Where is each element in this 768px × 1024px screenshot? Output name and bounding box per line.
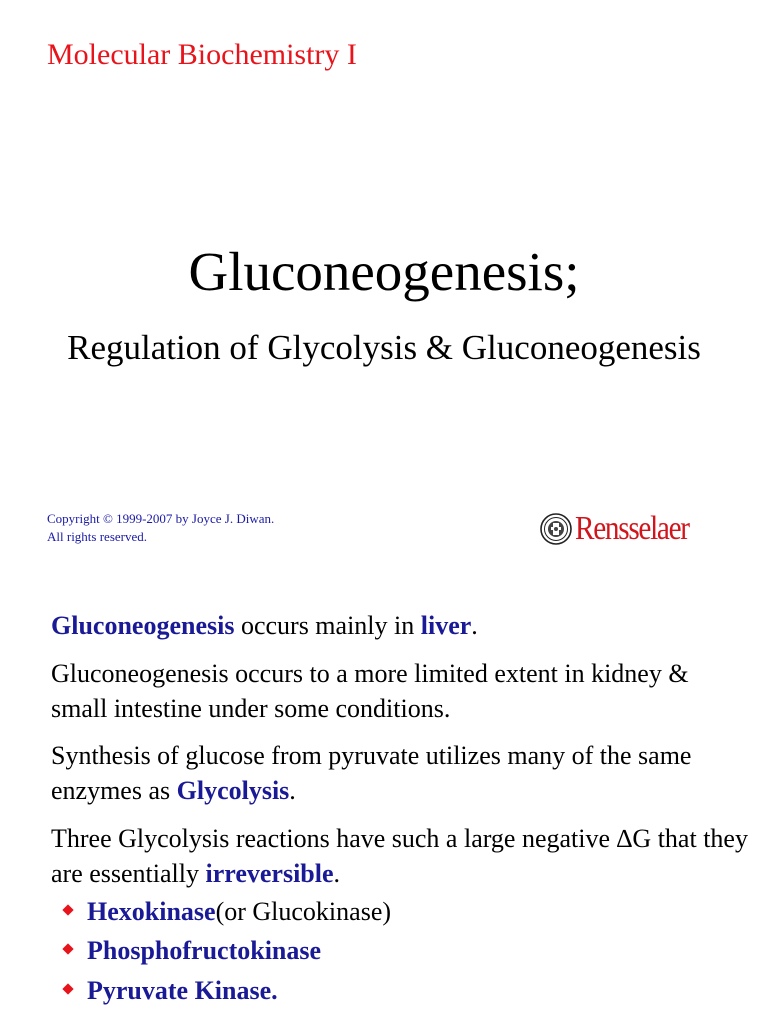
- enzyme-name: Phosphofructokinase: [87, 936, 322, 965]
- slide-subtitle: Regulation of Glycolysis & Gluconeogenesis: [67, 328, 701, 367]
- enzyme-name: Hexokinase: [87, 897, 216, 926]
- paragraph-synthesis: [51, 738, 751, 808]
- paragraph-end: .: [333, 859, 341, 888]
- paragraph-end: .: [289, 776, 296, 805]
- enzyme-note: (or Glucokinase): [215, 897, 392, 926]
- bullet-phosphofructokinase: [64, 933, 321, 968]
- term-gluconeogenesis: Gluconeogenesis: [51, 611, 235, 640]
- copyright-line: Copyright © 1999-2007 by Joyce J. Diwan.: [47, 511, 275, 526]
- rensselaer-logo: [540, 512, 707, 546]
- paragraph-text: occurs mainly in: [234, 611, 421, 640]
- slide-title: Gluconeogenesis;: [188, 241, 580, 302]
- paragraph-liver: [51, 608, 751, 643]
- paragraph-text: Synthesis of glucose from pyruvate utilizes many of the same enzymes as: [51, 741, 692, 805]
- rensselaer-seal-icon: [540, 513, 572, 545]
- rensselaer-wordmark: Rensselaer: [575, 510, 689, 547]
- diamond-bullet-icon: [62, 943, 73, 954]
- copyright-notice: [47, 510, 274, 546]
- bullet-hexokinase: [64, 894, 391, 929]
- course-title: Molecular Biochemistry I: [47, 38, 357, 71]
- enzyme-name: Pyruvate Kinase.: [87, 976, 278, 1005]
- paragraph-irreversible: [51, 821, 751, 891]
- diamond-bullet-icon: [62, 983, 73, 994]
- term-irreversible: irreversible: [205, 859, 334, 888]
- term-liver: liver: [420, 611, 472, 640]
- paragraph-end: .: [471, 611, 478, 640]
- paragraph-kidney: Gluconeogenesis occurs to a more limited extent in kidney & small intestine under some conditions.: [51, 659, 689, 723]
- term-glycolysis: Glycolysis: [176, 776, 290, 805]
- diamond-bullet-icon: [62, 904, 73, 915]
- paragraph-text: Three Glycolysis reactions have such a large negative ∆G that they are essentially: [51, 824, 748, 888]
- bullet-pyruvate-kinase: [64, 973, 278, 1008]
- rights-line: All rights reserved.: [47, 529, 148, 544]
